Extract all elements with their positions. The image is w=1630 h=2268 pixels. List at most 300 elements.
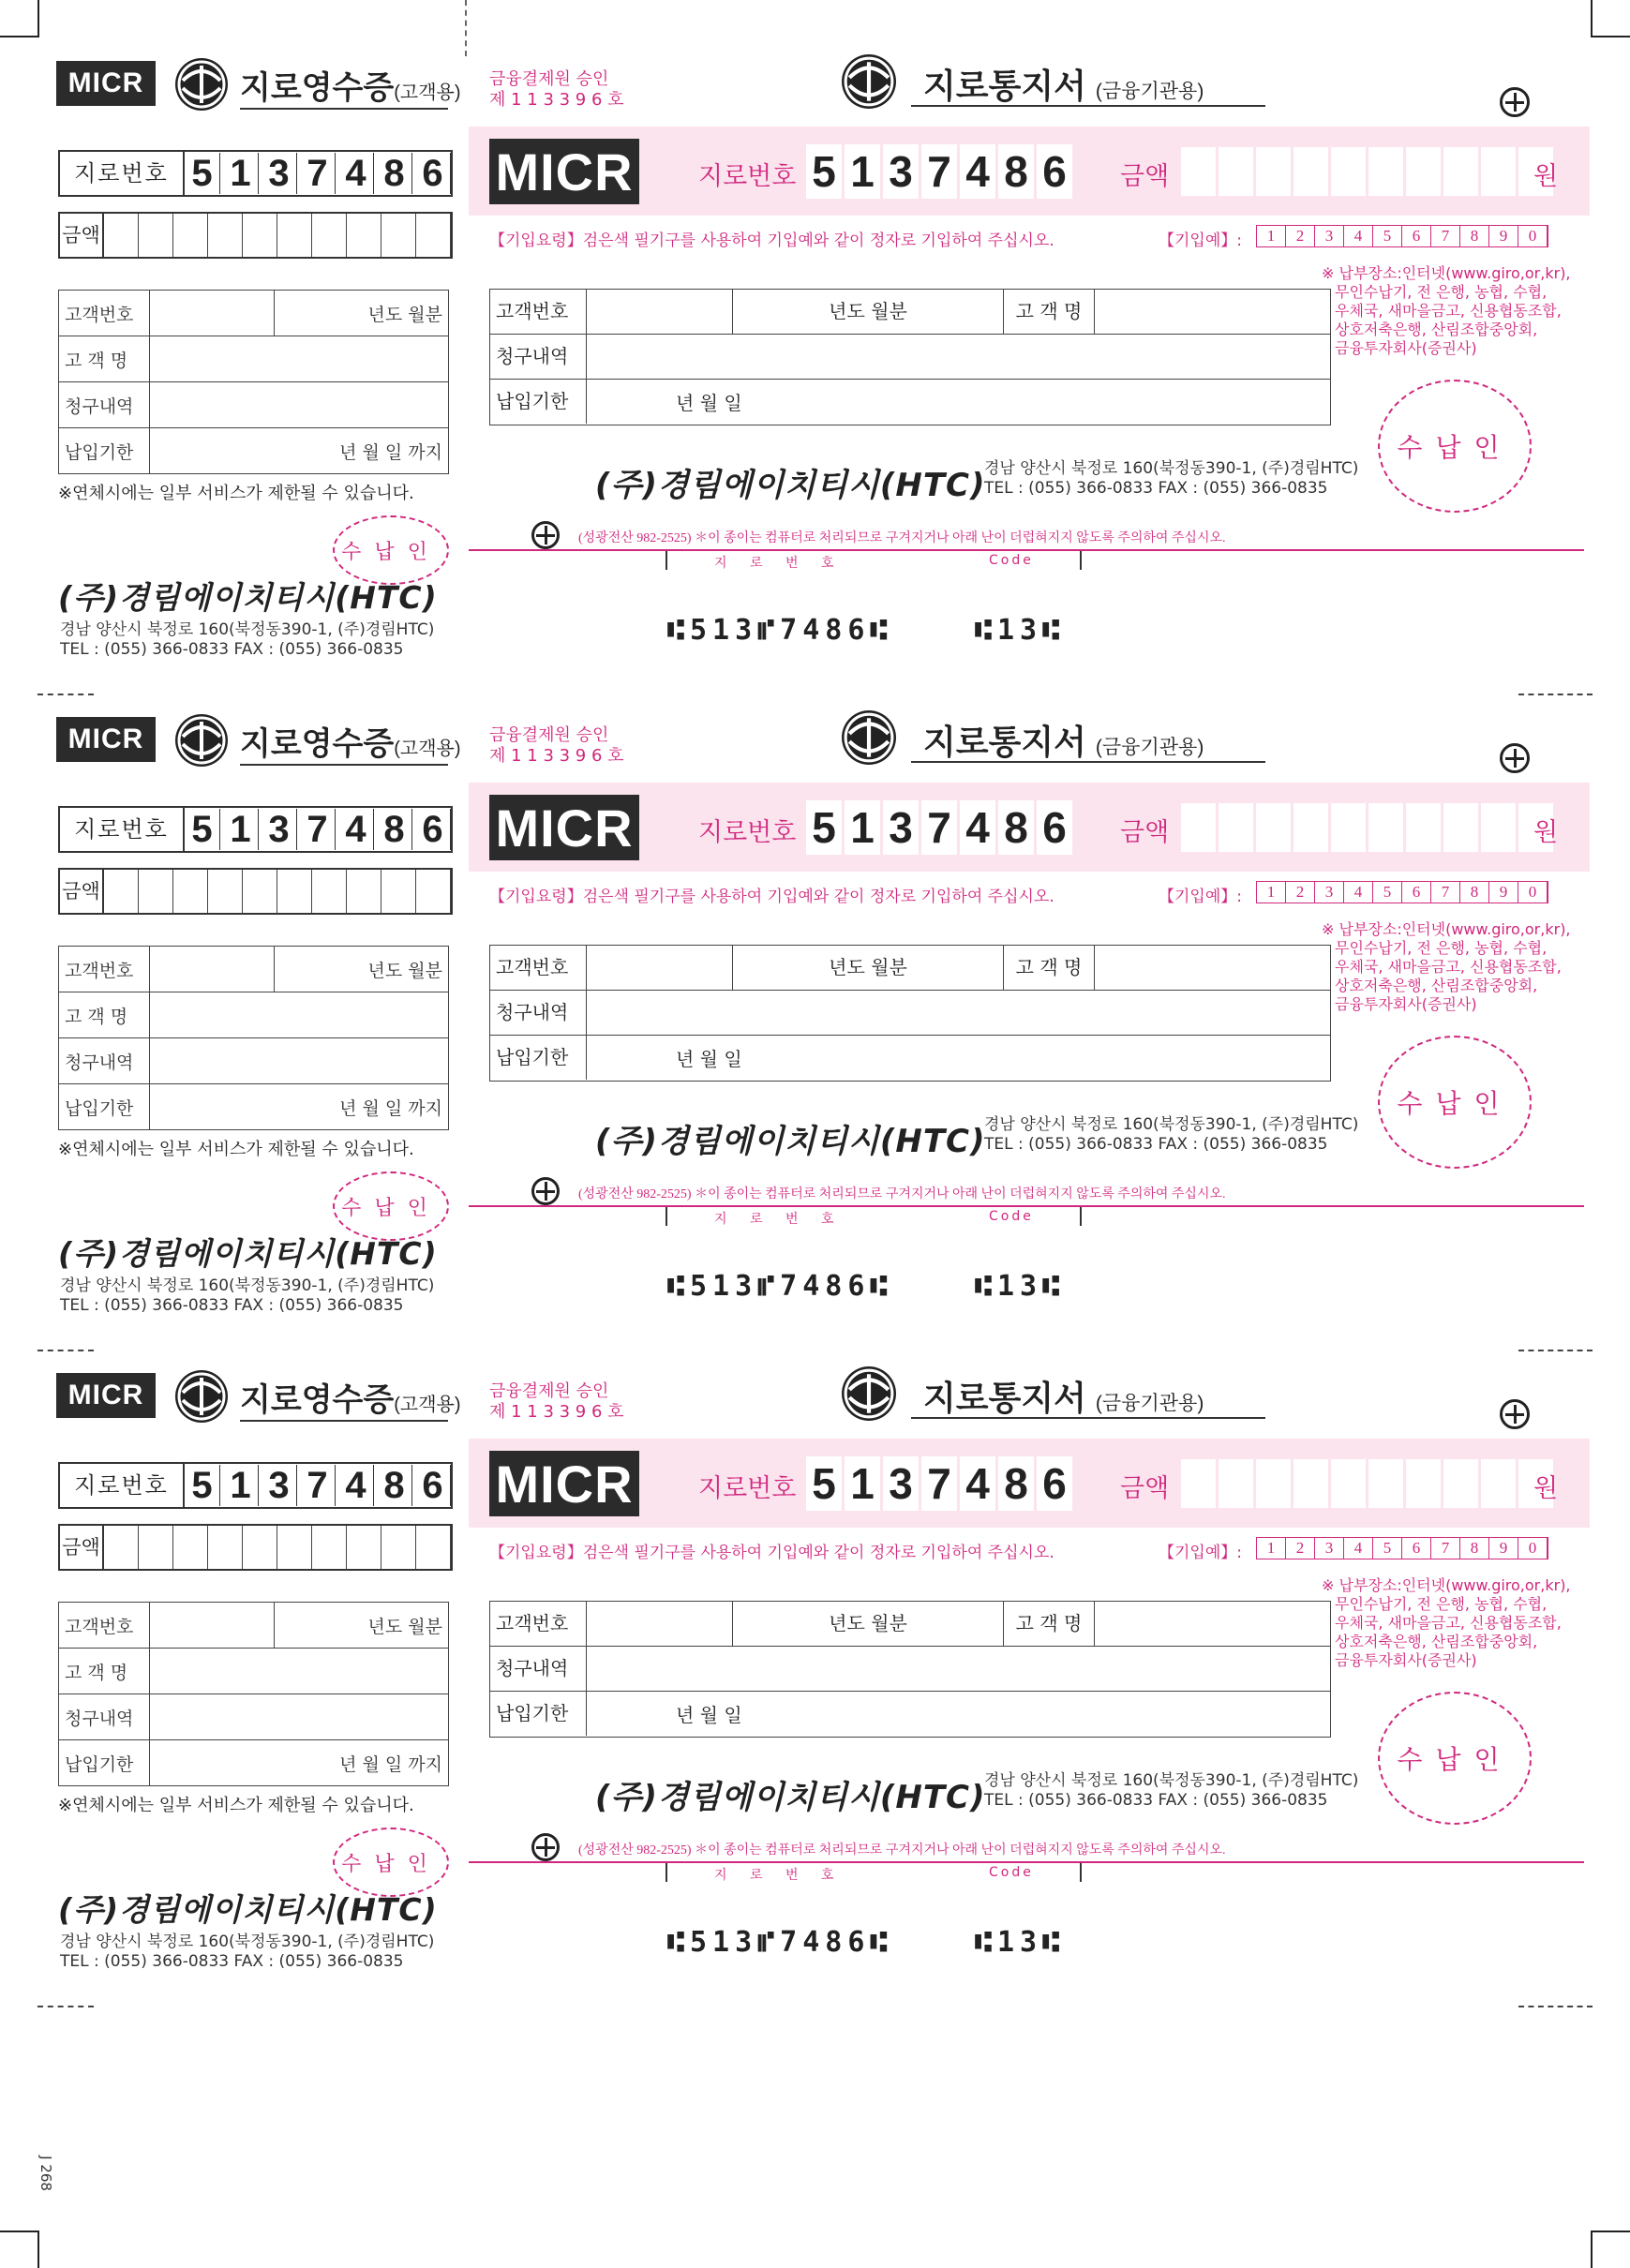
cut-line <box>37 2006 94 2007</box>
payment-place-line: 금융투자회사(증권사) <box>1335 995 1477 1013</box>
amount-cell[interactable] <box>173 1526 208 1569</box>
payment-place-line: 상호저축은행, 산림조합중앙회, <box>1335 321 1538 338</box>
cut-line <box>1518 1350 1593 1351</box>
amount-cell[interactable] <box>277 1526 312 1569</box>
giro-logo-icon <box>175 58 228 111</box>
main-company-name: (주)경림에이치티시(HTC) <box>595 467 986 504</box>
digit: 8 <box>998 800 1034 855</box>
stub-company-name: (주)경림에이치티시(HTC) <box>58 579 438 616</box>
amount-cell[interactable] <box>173 214 208 257</box>
main-customer-number-field[interactable] <box>587 946 733 990</box>
main-micr-badge: MICR <box>489 795 639 860</box>
amount-cell[interactable] <box>1294 1459 1328 1508</box>
amount-cell[interactable] <box>1443 147 1478 196</box>
amount-cell[interactable] <box>1406 803 1441 852</box>
stub-address: 경남 양산시 북정로 160(북정동390-1, (주)경림HTC) TEL : (055) 366-0833 FAX : (055) 366-0835 <box>60 620 435 659</box>
fill-instruction: 【기입요령】검은색 필기구를 사용하여 기입예와 같이 정자로 기입하여 주십시오. <box>489 231 1054 250</box>
digit: 7 <box>921 800 957 855</box>
customer-name-field[interactable] <box>150 1649 449 1694</box>
payment-places <box>1322 920 1571 1014</box>
amount-cell[interactable] <box>139 214 173 257</box>
payment-places <box>1322 264 1571 358</box>
won-label: 원 <box>1533 1474 1559 1503</box>
example-label: 【기입예】: <box>1159 1544 1242 1562</box>
digit: 4 <box>338 153 374 194</box>
billing-details-label: 청구내역 <box>59 382 150 428</box>
main-micr-badge: MICR <box>489 139 639 204</box>
main-customer-number-label: 고객번호 <box>490 290 587 334</box>
code-label-row2: Code <box>989 553 1034 568</box>
amount-cell[interactable] <box>139 870 173 913</box>
stub-receipt-stamp: 수납인 <box>333 1171 449 1241</box>
main-info-table <box>489 289 1331 425</box>
digit: 9 <box>1489 226 1518 246</box>
code-label-row2: Code <box>989 1865 1034 1880</box>
stub-amount-box[interactable]: 금액 <box>58 212 453 259</box>
stub-amount-box[interactable]: 금액 <box>58 868 453 915</box>
billing-details-label: 청구내역 <box>59 1694 150 1740</box>
main-receipt-stamp: 수납인 <box>1378 380 1532 513</box>
registration-mark-icon <box>1500 1399 1530 1429</box>
amount-cell[interactable] <box>277 870 312 913</box>
amount-cell[interactable] <box>347 1526 381 1569</box>
stub-amount-box[interactable]: 금액 <box>58 1524 453 1571</box>
amount-cell[interactable] <box>104 214 139 257</box>
amount-cell[interactable] <box>1406 1459 1441 1508</box>
stub-title: 지로영수증(고객용) <box>240 1382 461 1418</box>
crop-mark <box>1593 2231 1630 2232</box>
customer-name-field[interactable] <box>150 992 449 1038</box>
amount-cell[interactable] <box>1481 803 1516 852</box>
micr-code-giro: ⑆513⑈7486⑆ <box>667 1926 893 1959</box>
year-month-field[interactable]: 년도 월분 <box>275 291 449 336</box>
customer-number-field[interactable] <box>150 1603 275 1649</box>
approval-number: 금융결제원 승인 제 1 1 3 3 9 6 호 <box>489 1381 624 1422</box>
digit: 8 <box>377 153 412 194</box>
giro-logo-icon <box>842 1366 896 1421</box>
registration-mark-icon <box>531 521 560 549</box>
amount-cell[interactable] <box>312 870 347 913</box>
year-month-field[interactable]: 년도 월분 <box>275 947 449 992</box>
digit: 7 <box>921 1456 957 1511</box>
fill-instruction: 【기입요령】검은색 필기구를 사용하여 기입예와 같이 정자로 기입하여 주십시오. <box>489 888 1054 906</box>
amount-cell[interactable] <box>416 214 451 257</box>
amount-cell[interactable] <box>312 214 347 257</box>
stub-giro-number-box: 지로번호 5 1 3 7 4 8 6 <box>58 150 453 197</box>
code-label-row2: Code <box>989 1209 1034 1224</box>
code-label-row: 지 로 번 호 <box>665 1207 1082 1226</box>
main-year-month-field[interactable]: 년도 월분 <box>733 946 1004 990</box>
digit: 2 <box>1286 882 1315 903</box>
stub-title: 지로영수증(고객용) <box>240 70 461 106</box>
amount-cell[interactable] <box>1256 1459 1291 1508</box>
year-month-field[interactable]: 년도 월분 <box>275 1603 449 1649</box>
payment-place-line: 우체국, 새마을금고, 신용협동조합, <box>1335 1614 1562 1632</box>
digit: 3 <box>1315 226 1344 246</box>
registration-mark-icon <box>531 1177 560 1205</box>
stub-giro-digits <box>185 1465 451 1506</box>
main-address: 경남 양산시 북정로 160(북정동390-1, (주)경림HTC) TEL : (055) 366-0833 FAX : (055) 366-0835 <box>984 1115 1359 1154</box>
digit: 8 <box>1460 1538 1489 1559</box>
main-address: 경남 양산시 북정로 160(북정동390-1, (주)경림HTC) TEL : (055) 366-0833 FAX : (055) 366-0835 <box>984 459 1359 498</box>
payment-place-line: ※ 납부장소:인터넷(www.giro,or,kr), <box>1322 1576 1571 1594</box>
digit: 5 <box>1373 882 1402 903</box>
amount-cell[interactable] <box>381 870 416 913</box>
amount-cell[interactable] <box>104 870 139 913</box>
amount-cell[interactable] <box>1256 803 1291 852</box>
fill-instruction: 【기입요령】검은색 필기구를 사용하여 기입예와 같이 정자로 기입하여 주십시오. <box>489 1544 1054 1562</box>
digit: 1 <box>223 153 259 194</box>
customer-number-label: 고객번호 <box>59 1603 150 1649</box>
example-label: 【기입예】: <box>1159 231 1242 250</box>
main-billing-label: 청구내역 <box>490 1647 587 1691</box>
main-giro-digits <box>806 1456 1072 1511</box>
customer-name-label: 고 객 명 <box>59 336 150 382</box>
main-receipt-stamp: 수납인 <box>1378 1692 1532 1825</box>
main-amount-label: 금액 <box>1120 162 1170 191</box>
digit: 7 <box>1431 1538 1460 1559</box>
billing-details-field[interactable] <box>150 1694 449 1740</box>
stub-giro-number-box: 지로번호 5 1 3 7 4 8 6 <box>58 1462 453 1509</box>
payment-place-line: 상호저축은행, 산림조합중앙회, <box>1335 1633 1538 1650</box>
overdue-notice: ※연체시에는 일부 서비스가 제한될 수 있습니다. <box>58 1796 414 1815</box>
payment-place-line: 무인수납기, 전 은행, 농협, 수협, <box>1335 939 1548 957</box>
digit: 3 <box>883 144 919 199</box>
digit: 5 <box>806 800 842 855</box>
registration-mark-icon <box>1500 743 1530 773</box>
stub-company-name: (주)경림에이치티시(HTC) <box>58 1235 438 1272</box>
main-company-name: (주)경림에이치티시(HTC) <box>595 1779 986 1816</box>
payment-places <box>1322 1576 1571 1670</box>
digit: 8 <box>1460 882 1489 903</box>
giro-logo-icon <box>842 710 896 765</box>
side-code: J 268 <box>37 2156 54 2191</box>
crop-mark <box>0 2231 37 2232</box>
digit: 8 <box>1460 226 1489 246</box>
payment-place-line: 금융투자회사(증권사) <box>1335 1651 1477 1669</box>
amount-cell[interactable] <box>1331 1459 1366 1508</box>
crop-mark <box>37 2231 39 2268</box>
main-year-month-field[interactable]: 년도 월분 <box>733 1602 1004 1646</box>
amount-cell[interactable] <box>173 870 208 913</box>
amount-cell[interactable] <box>1181 803 1216 852</box>
customer-number-label: 고객번호 <box>59 291 150 336</box>
stub-giro-digits <box>185 809 451 850</box>
digit: 4 <box>960 144 995 199</box>
main-title-underline <box>911 105 1265 107</box>
main-billing-label: 청구내역 <box>490 991 587 1035</box>
approval-number: 금융결제원 승인 제 1 1 3 3 9 6 호 <box>489 725 624 766</box>
giro-slip-2 <box>0 656 1630 1315</box>
main-customer-name-label: 고 객 명 <box>1004 1602 1095 1646</box>
micr-code-giro: ⑆513⑈7486⑆ <box>667 614 893 647</box>
amount-cell[interactable] <box>1219 803 1253 852</box>
amount-cell[interactable] <box>243 1526 277 1569</box>
main-due-date-field[interactable]: 년 월 일 <box>676 1048 742 1070</box>
digit: 8 <box>377 809 412 850</box>
digit: 4 <box>960 1456 995 1511</box>
main-amount-field[interactable] <box>1181 803 1553 852</box>
digit: 5 <box>806 144 842 199</box>
stub-receipt-stamp: 수납인 <box>333 515 449 585</box>
amount-cell[interactable] <box>1443 1459 1478 1508</box>
example-digits <box>1256 1537 1548 1559</box>
due-date-label: 납입기한 <box>59 428 150 474</box>
payment-place-line: 상호저축은행, 산림조합중앙회, <box>1335 977 1538 994</box>
stub-address: 경남 양산시 북정로 160(북정동390-1, (주)경림HTC) TEL : (055) 366-0833 FAX : (055) 366-0835 <box>60 1276 435 1315</box>
digit: 0 <box>1518 1538 1548 1559</box>
amount-cell[interactable] <box>347 870 381 913</box>
won-label: 원 <box>1533 818 1559 847</box>
billing-details-field[interactable] <box>150 382 449 428</box>
micr-code-code: ⑆13⑆ <box>975 614 1066 647</box>
registration-mark-icon <box>1500 87 1530 117</box>
digit: 7 <box>1431 226 1460 246</box>
customer-number-field[interactable] <box>150 291 275 336</box>
main-title: 지로통지서 (금융기관용) <box>923 1379 1204 1417</box>
amount-cell[interactable] <box>416 870 451 913</box>
amount-cell[interactable] <box>1181 147 1216 196</box>
billing-details-field[interactable] <box>150 1038 449 1084</box>
example-label: 【기입예】: <box>1159 888 1242 906</box>
digit: 6 <box>415 1465 451 1506</box>
main-giro-label: 지로번호 <box>698 162 797 191</box>
digit: 3 <box>262 153 297 194</box>
digit: 3 <box>883 1456 919 1511</box>
digit: 4 <box>1344 1538 1373 1559</box>
digit: 6 <box>1037 1456 1072 1511</box>
example-digits <box>1256 225 1548 247</box>
stub-title: 지로영수증(고객용) <box>240 726 461 762</box>
amount-cell[interactable] <box>243 214 277 257</box>
amount-cell[interactable] <box>416 1526 451 1569</box>
stub-title-underline <box>240 108 448 110</box>
main-customer-number-field[interactable] <box>587 290 733 334</box>
amount-cell[interactable] <box>1331 147 1366 196</box>
main-title: 지로통지서 (금융기관용) <box>923 67 1204 105</box>
amount-cell[interactable] <box>208 870 243 913</box>
digit: 6 <box>415 153 451 194</box>
amount-cell[interactable] <box>1481 147 1516 196</box>
due-date-field[interactable]: 년 월 일 까지 <box>150 1084 449 1130</box>
digit: 5 <box>1373 1538 1402 1559</box>
digit: 2 <box>1286 226 1315 246</box>
main-customer-name-label: 고 객 명 <box>1004 290 1095 334</box>
payment-place-line: ※ 납부장소:인터넷(www.giro,or,kr), <box>1322 264 1571 282</box>
amount-cell[interactable] <box>312 1526 347 1569</box>
digit: 3 <box>1315 1538 1344 1559</box>
digit: 7 <box>300 809 336 850</box>
main-billing-label: 청구내역 <box>490 335 587 379</box>
digit: 1 <box>845 144 880 199</box>
stub-info-table <box>58 1602 449 1786</box>
digit: 5 <box>185 809 220 850</box>
overdue-notice: ※연체시에는 일부 서비스가 제한될 수 있습니다. <box>58 484 414 503</box>
amount-cell[interactable] <box>1368 147 1403 196</box>
giro-logo-icon <box>175 714 228 767</box>
micr-code-code: ⑆13⑆ <box>975 1926 1066 1959</box>
amount-cell[interactable] <box>104 1526 139 1569</box>
example-digits <box>1256 881 1548 903</box>
stub-address: 경남 양산시 북정로 160(북정동390-1, (주)경림HTC) TEL : (055) 366-0833 FAX : (055) 366-0835 <box>60 1932 435 1971</box>
amount-cell[interactable] <box>243 870 277 913</box>
digit: 4 <box>960 800 995 855</box>
due-date-label: 납입기한 <box>59 1084 150 1130</box>
amount-cell[interactable] <box>381 1526 416 1569</box>
print-notice: (성광전산 982-2525) ＊이 종이는 컴퓨터로 처리되므로 구겨지거나 아래 난이 더럽혀지지 않도록 주의하여 주십시오. <box>578 1843 1226 1858</box>
main-due-date-label: 납입기한 <box>490 380 587 424</box>
digit: 5 <box>185 1465 220 1506</box>
payment-place-line: 금융투자회사(증권사) <box>1335 339 1477 357</box>
cut-line <box>37 694 94 695</box>
giro-logo-icon <box>175 1370 228 1423</box>
main-year-month-field[interactable]: 년도 월분 <box>733 290 1004 334</box>
won-label: 원 <box>1533 162 1559 191</box>
main-receipt-stamp: 수납인 <box>1378 1036 1532 1169</box>
digit: 3 <box>262 809 297 850</box>
digit: 8 <box>998 144 1034 199</box>
digit: 7 <box>921 144 957 199</box>
amount-cell[interactable] <box>347 214 381 257</box>
main-info-table <box>489 1601 1331 1738</box>
main-due-date-field[interactable]: 년 월 일 <box>676 1704 742 1726</box>
main-address: 경남 양산시 북정로 160(북정동390-1, (주)경림HTC) TEL : (055) 366-0833 FAX : (055) 366-0835 <box>984 1771 1359 1810</box>
main-company-name: (주)경림에이치티시(HTC) <box>595 1123 986 1160</box>
giro-slip-3 <box>0 1312 1630 1971</box>
due-date-label: 납입기한 <box>59 1740 150 1786</box>
digit: 0 <box>1518 226 1548 246</box>
main-giro-digits <box>806 144 1072 199</box>
stub-micr-badge: MICR <box>56 1373 156 1418</box>
payment-place-line: 무인수납기, 전 은행, 농협, 수협, <box>1335 283 1548 301</box>
billing-details-label: 청구내역 <box>59 1038 150 1084</box>
main-giro-label: 지로번호 <box>698 818 797 847</box>
overdue-notice: ※연체시에는 일부 서비스가 제한될 수 있습니다. <box>58 1140 414 1159</box>
amount-cell[interactable] <box>1181 1459 1216 1508</box>
digit: 6 <box>1402 1538 1431 1559</box>
digit: 7 <box>1431 882 1460 903</box>
digit: 1 <box>1257 882 1286 903</box>
cut-line <box>1518 694 1593 695</box>
main-customer-number-field[interactable] <box>587 1602 733 1646</box>
digit: 4 <box>1344 882 1373 903</box>
amount-cell[interactable] <box>1294 147 1328 196</box>
amount-cell[interactable] <box>1368 803 1403 852</box>
main-customer-number-label: 고객번호 <box>490 946 587 990</box>
amount-cell[interactable] <box>1294 803 1328 852</box>
digit: 3 <box>1315 882 1344 903</box>
amount-cell[interactable] <box>381 214 416 257</box>
approval-number: 금융결제원 승인 제 1 1 3 3 9 6 호 <box>489 69 624 110</box>
main-due-date-field[interactable]: 년 월 일 <box>676 392 742 414</box>
amount-cell[interactable] <box>1219 1459 1253 1508</box>
due-date-field[interactable]: 년 월 일 까지 <box>150 428 449 474</box>
digit: 8 <box>998 1456 1034 1511</box>
giro-slip-1 <box>0 0 1630 659</box>
digit: 7 <box>300 1465 336 1506</box>
cut-line <box>1518 2006 1593 2007</box>
digit: 6 <box>415 809 451 850</box>
customer-number-field[interactable] <box>150 947 275 992</box>
due-date-field[interactable]: 년 월 일 까지 <box>150 1740 449 1786</box>
payment-place-line: ※ 납부장소:인터넷(www.giro,or,kr), <box>1322 920 1571 938</box>
amount-cell[interactable] <box>1331 803 1366 852</box>
giro-logo-icon <box>842 54 896 109</box>
amount-cell[interactable] <box>1481 1459 1516 1508</box>
code-label-row: 지 로 번 호 <box>665 551 1082 570</box>
main-amount-label: 금액 <box>1120 1474 1170 1503</box>
payment-place-line: 우체국, 새마을금고, 신용협동조합, <box>1335 958 1562 976</box>
digit: 4 <box>338 1465 374 1506</box>
customer-name-label: 고 객 명 <box>59 992 150 1038</box>
main-due-date-label: 납입기한 <box>490 1692 587 1736</box>
digit: 5 <box>185 153 220 194</box>
amount-cell[interactable] <box>1406 147 1441 196</box>
main-amount-field[interactable] <box>1181 147 1553 196</box>
main-micr-badge: MICR <box>489 1451 639 1516</box>
stub-giro-number-box: 지로번호 5 1 3 7 4 8 6 <box>58 806 453 853</box>
payment-place-line: 무인수납기, 전 은행, 농협, 수협, <box>1335 1595 1548 1613</box>
micr-code-giro: ⑆513⑈7486⑆ <box>667 1270 893 1303</box>
stub-company-name: (주)경림에이치티시(HTC) <box>58 1891 438 1928</box>
amount-cell[interactable] <box>1256 147 1291 196</box>
amount-cell[interactable] <box>208 214 243 257</box>
digit: 1 <box>845 1456 880 1511</box>
crop-mark <box>1591 2231 1593 2268</box>
code-label-row: 지 로 번 호 <box>665 1863 1082 1882</box>
main-amount-field[interactable] <box>1181 1459 1553 1508</box>
amount-cell[interactable] <box>1368 1459 1403 1508</box>
digit: 6 <box>1037 800 1072 855</box>
digit: 2 <box>1286 1538 1315 1559</box>
amount-cell[interactable] <box>139 1526 173 1569</box>
stub-receipt-stamp: 수납인 <box>333 1828 449 1897</box>
digit: 3 <box>262 1465 297 1506</box>
amount-cell[interactable] <box>1219 147 1253 196</box>
amount-cell[interactable] <box>208 1526 243 1569</box>
digit: 4 <box>1344 226 1373 246</box>
amount-cell[interactable] <box>277 214 312 257</box>
stub-title-underline <box>240 1420 448 1422</box>
stub-micr-badge: MICR <box>56 717 156 762</box>
digit: 0 <box>1518 882 1548 903</box>
stub-info-table <box>58 946 449 1130</box>
digit: 5 <box>1373 226 1402 246</box>
main-amount-label: 금액 <box>1120 818 1170 847</box>
amount-cell[interactable] <box>1443 803 1478 852</box>
digit: 7 <box>300 153 336 194</box>
main-title-underline <box>911 761 1265 763</box>
main-due-date-label: 납입기한 <box>490 1036 587 1080</box>
micr-code-code: ⑆13⑆ <box>975 1270 1066 1303</box>
digit: 8 <box>377 1465 412 1506</box>
digit: 1 <box>223 1465 259 1506</box>
registration-mark-icon <box>531 1833 560 1861</box>
payment-place-line: 우체국, 새마을금고, 신용협동조합, <box>1335 302 1562 320</box>
digit: 6 <box>1402 226 1431 246</box>
customer-name-field[interactable] <box>150 336 449 382</box>
digit: 1 <box>1257 1538 1286 1559</box>
stub-micr-badge: MICR <box>56 61 156 106</box>
digit: 9 <box>1489 882 1518 903</box>
digit: 4 <box>338 809 374 850</box>
main-title: 지로통지서 (금융기관용) <box>923 723 1204 761</box>
digit: 9 <box>1489 1538 1518 1559</box>
print-notice: (성광전산 982-2525) ＊이 종이는 컴퓨터로 처리되므로 구겨지거나 아래 난이 더럽혀지지 않도록 주의하여 주십시오. <box>578 1187 1226 1201</box>
cut-line <box>37 1350 94 1351</box>
main-customer-number-label: 고객번호 <box>490 1602 587 1646</box>
main-title-underline <box>911 1417 1265 1419</box>
